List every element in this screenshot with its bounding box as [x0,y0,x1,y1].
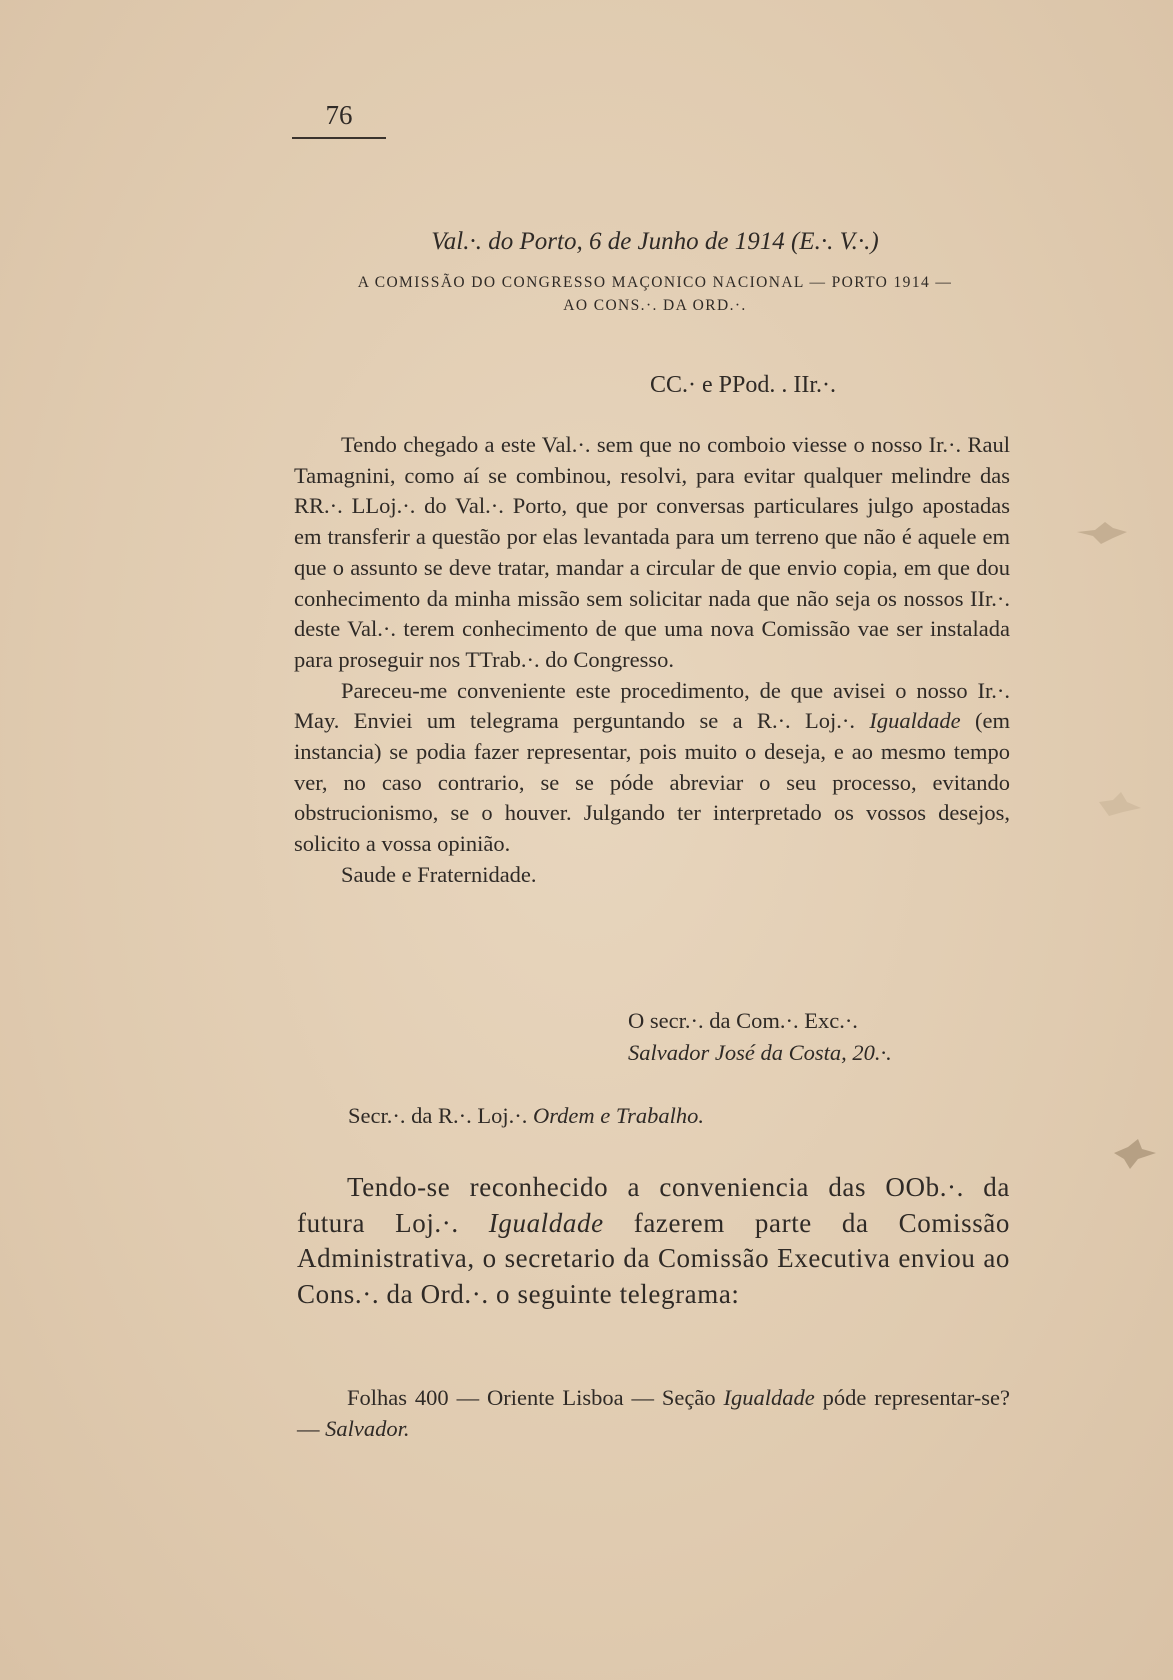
secretary-line [348,1103,704,1129]
closing-line: Saude e Fraternidade. [341,861,537,887]
signature-name: Salvador José da Costa, 20.·. [628,1040,892,1065]
telegram-text-a: Folhas 400 — Oriente Lisboa — Seção [347,1385,724,1410]
telegram-text-b: póde representar-se? — [297,1385,1010,1441]
signature-title: O secr.·. da Com.·. Exc.·. [628,1008,858,1033]
salutation: CC.· e PPod. . IIr.·. [650,372,836,398]
letter-body [294,430,1010,891]
letter-paragraph-2 [294,676,1010,860]
paragraph-2-text-a: Pareceu-me conveniente este procedimento, de que avisei o nosso Ir.·. May. Enviei um telegrama perguntando se a R.·. Loj.·. [294,677,1010,734]
paragraph-2-text-b: (em instancia) se podia fazer representar, pois muito o deseja, e ao mesmo tempo ver, no caso contrario, se se póde abreviar o seu processo, evitando obstrucionismo, se o houver. Julgando ter interpretado os vossos desejos, solicito a vossa opinião. [294,708,1010,857]
lodge-name-ordem: Ordem e Trabalho. [532,1103,705,1128]
narrative-paragraph [297,1170,1010,1312]
letter-paragraph-1: Tendo chegado a este Val.·. sem que no comboio viesse o nosso Ir.·. Raul Tamagnini, como aí se combinou, resolvi, para evitar qualquer melindre das RR.·. LLoj.·. do Val.·. Porto, que por conversas particulares julgo apostadas em transferir a questão por elas levantada para um terreno que não é aquele em que o assunto se deve tratar, mandar a circular de que envio copia, em que dou conhecimento da minha missão sem solicitar nada que não seja os nossos IIr.·. deste Val.·. terem conhecimento de que uma nova Comissão vae ser instalada para proseguir nos TTrab.·. do Congresso. [294,432,1010,672]
paper-damage-mark-2 [1095,790,1145,820]
narrative-lodge-name: Igualdade [488,1207,604,1238]
secretary-prefix: Secr.·. da R.·. Loj.·. [348,1103,528,1128]
paper-damage-mark-3 [1108,1135,1158,1175]
narrative-text-a: Tendo-se reconhecido a conveniencia das OOb.·. da futura Loj.·. [297,1172,1010,1238]
page-number: 76 [292,100,386,139]
telegram-signed: Salvador. [325,1416,410,1441]
letter-date-line: Val.·. do Porto, 6 de Junho de 1914 (E.·. V.·.) [431,228,879,255]
paper-damage-mark-1 [1075,518,1130,548]
lodge-name-igualdade: Igualdade [869,708,961,734]
telegram-lodge-name: Igualdade [723,1385,815,1410]
telegram-text [297,1382,1010,1444]
narrative-text-b: fazerem parte da Comissão Administrativa, o secretario da Comissão Executiva enviou ao Cons.·. da Ord.·. o seguinte telegrama: [297,1207,1010,1309]
letter-heading-line-1: A COMISSÃO DO CONGRESSO MAÇONICO NACIONAL — PORTO 1914 — [357,274,953,291]
letter-heading-line-2: AO CONS.·. DA ORD.·. [563,297,747,314]
